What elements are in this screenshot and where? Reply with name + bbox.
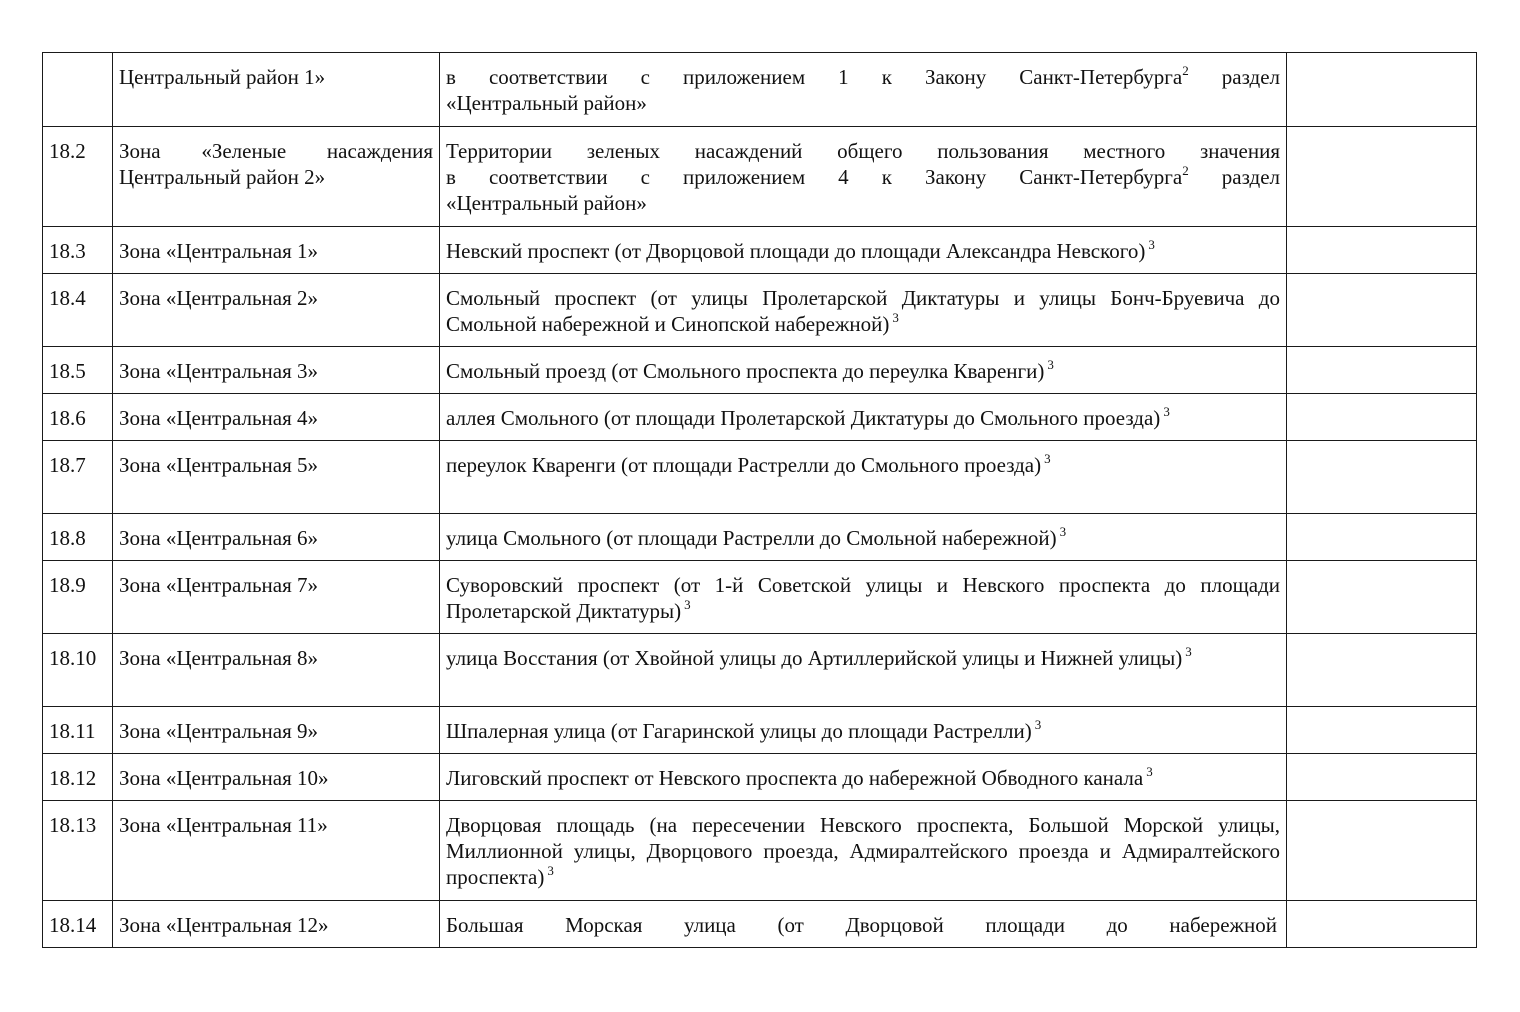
- row-number: [43, 53, 113, 127]
- footnote-marker: 3: [1185, 644, 1192, 659]
- zone-description: улица Смольного (от площади Растрелли до Смольной набережной) $^3$: [440, 514, 1287, 561]
- table-row: [43, 53, 1477, 127]
- zone-name: Зона «Центральная 11»: [113, 801, 440, 901]
- zone-description: Дворцовая площадь (на пересечении Невского проспекта, Большой Морской улицы, Миллионной улицы, Дворцового проезда, Адмиралтейского проезда и Адмиралтейского проспекта) $^3$: [440, 801, 1287, 901]
- description-line: «Центральный район»: [446, 191, 647, 215]
- notes-cell: [1287, 127, 1477, 227]
- notes-cell: [1287, 707, 1477, 754]
- table-row: [43, 127, 1477, 227]
- table-row: [43, 441, 1477, 514]
- notes-cell: [1287, 901, 1477, 948]
- footnote-marker: 3: [1163, 404, 1170, 419]
- description-line: Территории зеленых насаждений общего пользования местного значения: [446, 139, 1280, 163]
- zone-name: Зона «Центральная 9»: [113, 707, 440, 754]
- notes-cell: [1287, 394, 1477, 441]
- zone-description: переулок Кваренги (от площади Растрелли до Смольного проезда) $^3$: [440, 441, 1287, 514]
- table-row: [43, 394, 1477, 441]
- footnote-marker: 3: [1059, 524, 1067, 539]
- zone-name: Зона «Центральная 8»: [113, 634, 440, 707]
- zone-name: Зона «Зеленые насаждения Центральный район 2»: [113, 127, 440, 227]
- zone-description: улица Восстания (от Хвойной улицы до Артиллерийской улицы и Нижней улицы) $^3$: [440, 634, 1287, 707]
- zone-name: Зона «Центральная 4»: [113, 394, 440, 441]
- row-number: 18.11: [43, 707, 113, 754]
- zone-name: Зона «Центральная 3»: [113, 347, 440, 394]
- zone-description: аллея Смольного (от площади Пролетарской Диктатуры до Смольного проезда) $^3$: [440, 394, 1287, 441]
- notes-cell: [1287, 754, 1477, 801]
- description-line: в соответствии с приложением 4 к Закону Санкт-Петербурга$^2$ раздел: [446, 163, 1280, 189]
- zone-name: Зона «Центральная 10»: [113, 754, 440, 801]
- table-row: [43, 634, 1477, 707]
- zones-table: [42, 52, 1477, 948]
- row-number: 18.7: [43, 441, 113, 514]
- notes-cell: [1287, 561, 1477, 634]
- table-row: [43, 227, 1477, 274]
- footnote-marker: 2: [1182, 163, 1189, 178]
- zone-description: Шпалерная улица (от Гагаринской улицы до площади Растрелли) $^3$: [440, 707, 1287, 754]
- zone-description: [440, 127, 1287, 227]
- zone-name: Зона «Центральная 5»: [113, 441, 440, 514]
- row-number: 18.5: [43, 347, 113, 394]
- zone-description: Суворовский проспект (от 1-й Советской улицы и Невского проспекта до площади Пролетарской Диктатуры) $^3$: [440, 561, 1287, 634]
- notes-cell: [1287, 801, 1477, 901]
- footnote-marker: 2: [1182, 63, 1189, 78]
- zone-name: Зона «Центральная 1»: [113, 227, 440, 274]
- footnote-marker: 3: [1047, 357, 1054, 372]
- notes-cell: [1287, 347, 1477, 394]
- footnote-marker: 3: [1044, 451, 1051, 466]
- row-number: 18.4: [43, 274, 113, 347]
- row-number: 18.8: [43, 514, 113, 561]
- footnote-marker: 3: [1148, 237, 1155, 252]
- row-number: 18.10: [43, 634, 113, 707]
- row-number: 18.3: [43, 227, 113, 274]
- table-row: [43, 347, 1477, 394]
- table-row: [43, 274, 1477, 347]
- zone-name: Зона «Центральная 12»: [113, 901, 440, 948]
- zone-description: Лиговский проспект от Невского проспекта до набережной Обводного канала $^3$: [440, 754, 1287, 801]
- zone-name: Зона «Центральная 2»: [113, 274, 440, 347]
- notes-cell: [1287, 274, 1477, 347]
- description-line: «Центральный район»: [446, 91, 647, 115]
- zone-description: Большая Морская улица (от Дворцовой площади до набережной: [440, 901, 1287, 948]
- notes-cell: [1287, 53, 1477, 127]
- row-number: 18.9: [43, 561, 113, 634]
- notes-cell: [1287, 441, 1477, 514]
- table-row: [43, 707, 1477, 754]
- table-row: [43, 801, 1477, 901]
- notes-cell: [1287, 634, 1477, 707]
- row-number: 18.2: [43, 127, 113, 227]
- zone-name: Зона «Центральная 7»: [113, 561, 440, 634]
- zone-name: Зона «Центральная 6»: [113, 514, 440, 561]
- table-row: [43, 754, 1477, 801]
- zone-name: Центральный район 1»: [113, 53, 440, 127]
- notes-cell: [1287, 514, 1477, 561]
- row-number: 18.13: [43, 801, 113, 901]
- table-row: [43, 561, 1477, 634]
- zone-description: [440, 53, 1287, 127]
- footnote-marker: 3: [1146, 764, 1153, 779]
- row-number: 18.12: [43, 754, 113, 801]
- description-line: в соответствии с приложением 1 к Закону Санкт-Петербурга$^2$ раздел: [446, 63, 1280, 89]
- notes-cell: [1287, 227, 1477, 274]
- zone-description: Невский проспект (от Дворцовой площади до площади Александра Невского) $^3$: [440, 227, 1287, 274]
- footnote-marker: 3: [684, 597, 691, 612]
- zone-description: Смольный проезд (от Смольного проспекта до переулка Кваренги) $^3$: [440, 347, 1287, 394]
- table-row: [43, 901, 1477, 948]
- footnote-marker: 3: [1034, 717, 1042, 732]
- row-number: 18.6: [43, 394, 113, 441]
- footnote-marker: 3: [892, 310, 899, 325]
- zone-description: Смольный проспект (от улицы Пролетарской Диктатуры и улицы Бонч-Бруевича до Смольной набережной и Синопской набережной) $^3$: [440, 274, 1287, 347]
- footnote-marker: 3: [547, 863, 554, 878]
- row-number: 18.14: [43, 901, 113, 948]
- table-row: [43, 514, 1477, 561]
